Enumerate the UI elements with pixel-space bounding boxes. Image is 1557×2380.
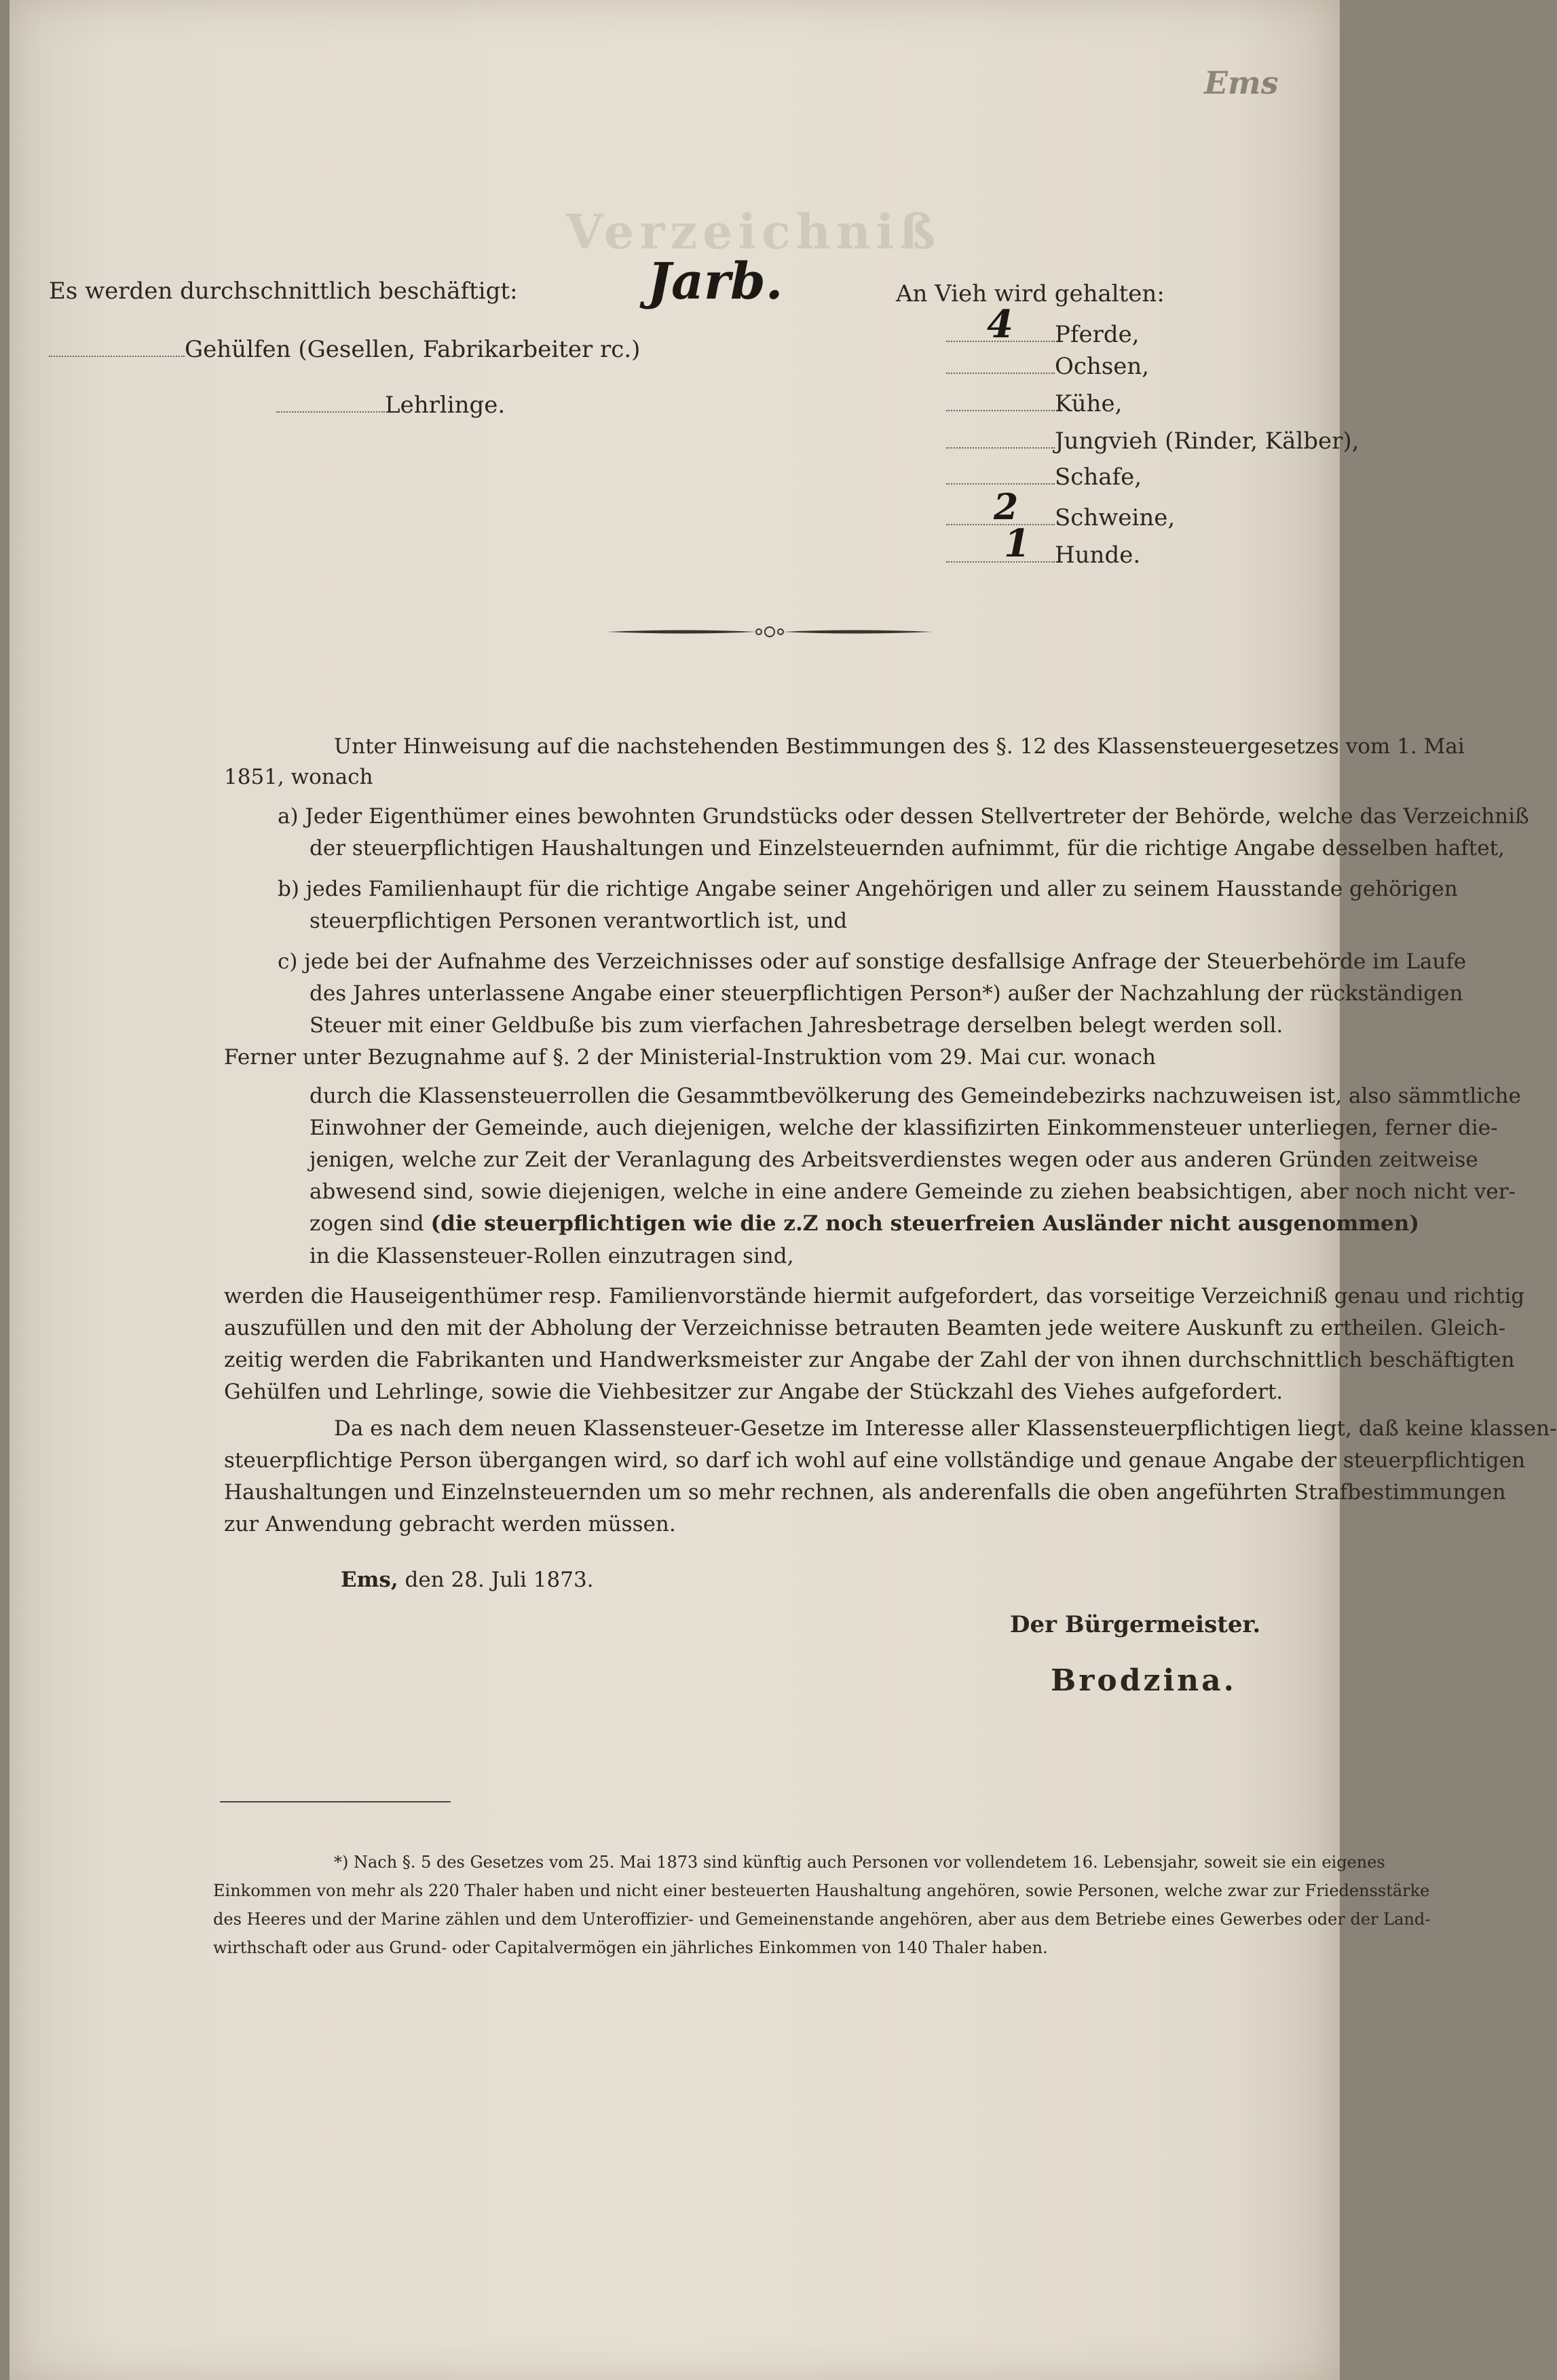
para-f-line-4: zur Anwendung gebracht werden müssen. [224, 1512, 676, 1536]
clause-d-line-4: abwesend sind, sowie diejenigen, welche in eine andere Gemeinde zu ziehen beabsichtigen, aber noch nicht ver- [309, 1179, 1516, 1204]
clause-d-line-3: jenigen, welche zur Zeit der Veranlagung des Arbeitsverdienstes wegen oder aus anderen Gründen zeitweise [309, 1148, 1478, 1172]
livestock-label-jungvieh: Jungvieh (Rinder, Kälber), [1055, 428, 1359, 455]
clause-d-line-5a: zogen sind [309, 1211, 424, 1236]
ornament-divider [607, 623, 933, 641]
clause-b-line-1: b) jedes Familienhaupt für die richtige Angabe seiner Angehörigen und aller zu seinem Hausstande gehörigen [278, 877, 1458, 901]
footnote-rule [220, 1801, 451, 1802]
closing-place: Ems, [341, 1568, 398, 1592]
closing-name: Brodzina. [1051, 1663, 1237, 1698]
clause-c-line-3: Steuer mit einer Geldbuße bis zum vierfachen Jahresbetrage derselben belegt werden soll. [309, 1013, 1283, 1038]
para-f-line-3: Haushaltungen und Einzelnsteuernden um so mehr rechnen, als anderenfalls die oben angeführten Strafbestimmungen [224, 1480, 1506, 1505]
gehuelfen-blank [49, 356, 185, 357]
footnote-line-2: Einkommen von mehr als 220 Thaler haben und nicht einer besteuerten Haushaltung angehören, sowie Personen, welche zwar zur Friedensstärke [213, 1881, 1430, 1900]
footnote-line-1: *) Nach §. 5 des Gesetzes vom 25. Mai 1873 sind künftig auch Personen vor vollendetem 16. Lebensjahr, soweit sie ein eigenes [334, 1853, 1385, 1872]
livestock-title: An Vieh wird gehalten: [896, 280, 1165, 307]
para-e-line-1: werden die Hauseigenthümer resp. Familienvorstände hiermit aufgefordert, das vorseitige Verzeichniß genau und richtig [224, 1284, 1525, 1308]
lehrlinge-label: Lehrlinge. [385, 392, 506, 419]
clause-a-line-1: a) Jeder Eigenthümer eines bewohnten Grundstücks oder dessen Stellvertreter der Behörde, welche das Verzeichniß [278, 804, 1529, 829]
footnote-line-3: des Heeres und der Marine zählen und dem Unteroffizier- und Gemeinenstande angehören, aber aus dem Betriebe eines Gewerbes oder der Land- [213, 1910, 1431, 1929]
livestock-count-schweine: 2 [994, 487, 1019, 528]
closing-date: den 28. Juli 1873. [405, 1568, 594, 1592]
para-f-line-1: Da es nach dem neuen Klassensteuer-Gesetze im Interesse aller Klassensteuerpflichtigen liegt, daß keine klassen- [334, 1416, 1557, 1441]
clause-c-line-1: c) jede bei der Aufnahme des Verzeichnisses oder auf sonstige desfallsige Anfrage der Steuerbehörde im Laufe [278, 949, 1467, 974]
para-f-line-2: steuerpflichtige Person übergangen wird, so darf ich wohl auf eine vollständige und genaue Angabe der steuerpflichtigen [224, 1448, 1526, 1473]
clause-b-line-2: steuerpflichtigen Personen verantwortlich ist, und [309, 909, 848, 933]
intro-line-1: Unter Hinweisung auf die nachstehenden Bestimmungen des §. 12 des Klassensteuergesetzes vom 1. Mai [334, 734, 1465, 759]
closing-title: Der Bürgermeister. [1010, 1611, 1261, 1638]
livestock-count-pferde: 4 [987, 302, 1013, 347]
employment-label: Es werden durchschnittlich beschäftigt: [49, 278, 518, 305]
para-e-line-4: Gehülfen und Lehrlinge, sowie die Viehbesitzer zur Angabe der Stückzahl des Viehes aufgefordert. [224, 1380, 1283, 1404]
livestock-count-kuehe [946, 410, 1055, 411]
para-e-line-3: zeitig werden die Fabrikanten und Handwerksmeister zur Angabe der Zahl der von ihnen durchschnittlich beschäftigten [224, 1348, 1515, 1372]
livestock-count-schafe [946, 483, 1055, 485]
clause-d-line-6: in die Klassensteuer-Rollen einzutragen sind, [309, 1244, 794, 1268]
top-handwriting: Ems [1204, 64, 1279, 101]
livestock-count-ochsen [946, 373, 1055, 374]
livestock-label-kuehe: Kühe, [1055, 390, 1123, 417]
clause-d-line-1: durch die Klassensteuerrollen die Gesammtbevölkerung des Gemeindebezirks nachzuweisen ist, also sämmtliche [309, 1084, 1521, 1108]
livestock-label-ochsen: Ochsen, [1055, 353, 1150, 380]
footnote-line-4: wirthschaft oder aus Grund- oder Capitalvermögen ein jährliches Einkommen von 140 Thaler haben. [213, 1938, 1048, 1957]
clause-d-line-2: Einwohner der Gemeinde, auch diejenigen, welche der klassifizirten Einkommensteuer unterliegen, ferner die- [309, 1116, 1498, 1140]
intro-line-2: 1851, wonach [224, 765, 373, 789]
gehuelfen-label: Gehülfen (Gesellen, Fabrikarbeiter rc.) [185, 336, 641, 363]
clause-a-line-2: der steuerpflichtigen Haushaltungen und Einzelsteuernden aufnimmt, für die richtige Angabe desselben haftet, [309, 836, 1505, 861]
clause-d-line-5b: (die steuerpflichtigen wie die z.Z noch steuerfreien Ausländer nicht ausgenommen) [430, 1211, 1419, 1236]
livestock-count-jungvieh [946, 447, 1055, 449]
document-page [10, 0, 1557, 2380]
clause-c-line-2: des Jahres unterlassene Angabe einer steuerpflichtigen Person*) außer der Nachzahlung der rückständigen [309, 981, 1463, 1006]
lehrlinge-blank [276, 411, 385, 413]
livestock-label-hunde: Hunde. [1055, 542, 1141, 569]
employment-handwritten: Jarb. [648, 252, 783, 311]
para-e-line-2: auszufüllen und den mit der Abholung der Verzeichnisse betrauten Beamten jede weitere Auskunft zu ertheilen. Gleich- [224, 1316, 1506, 1340]
livestock-label-pferde: Pferde, [1055, 321, 1140, 348]
livestock-label-schweine: Schweine, [1055, 504, 1176, 531]
ferner-line: Ferner unter Bezugnahme auf §. 2 der Ministerial-Instruktion vom 29. Mai cur. wonach [224, 1045, 1156, 1070]
bleed-through: Verzeichniß [566, 204, 941, 260]
livestock-label-schafe: Schafe, [1055, 464, 1142, 491]
livestock-count-hunde: 1 [1004, 521, 1030, 566]
